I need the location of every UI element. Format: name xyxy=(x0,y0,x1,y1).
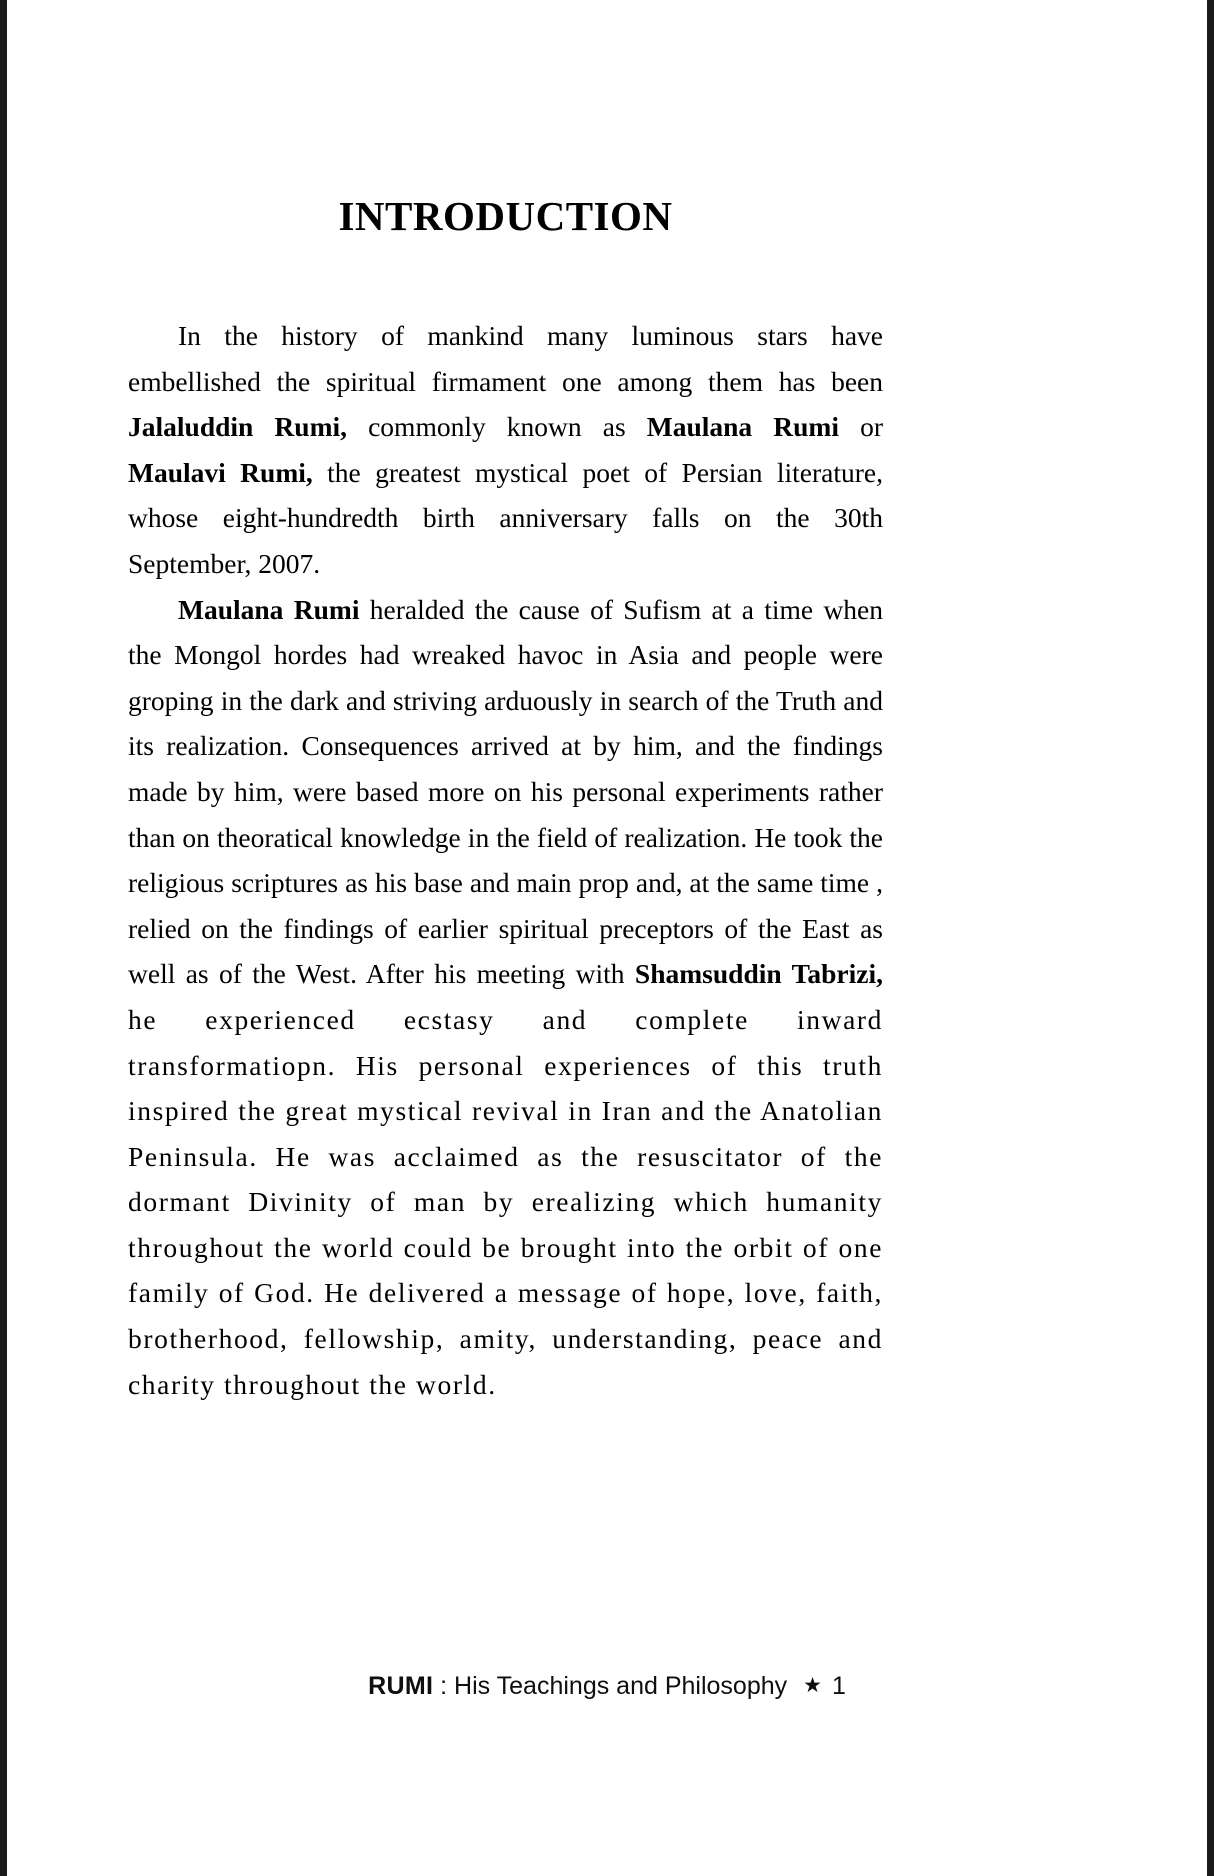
run-bold-shamsuddin-tabrizi: Shamsuddin Tabrizi, xyxy=(634,958,883,990)
run-bold-maulana-rumi: Maulana Rumi xyxy=(646,411,839,443)
footer-page-number: 1 xyxy=(831,1672,846,1700)
paragraph-2 xyxy=(128,587,883,1408)
run-text: the greatest mystical poet of Persian literature, whose eight-hundredth birth anniversary falls on the 30th September, 2007. xyxy=(128,456,884,579)
page-footer xyxy=(0,1672,1214,1701)
footer-subtitle: His Teachings and Philosophy xyxy=(454,1672,788,1700)
run-text: or xyxy=(838,411,883,443)
footer-separator: : xyxy=(433,1672,455,1700)
run-text: he experienced ecstasy and complete inward transformatiopn. His personal experiences of this truth inspired the great mystical revival in Iran and the Anatolian Peninsula. He was acclaimed as the resuscitator of the dormant Divinity of man by erealizing which humanity throughout the world could be brought into the orbit of one family of God. He delivered a message of hope, love, faith, brotherhood, fellowship, amity, understanding, peace and charity throughout the world. xyxy=(128,1003,883,1400)
scan-edge-left xyxy=(0,0,7,1876)
body-text xyxy=(128,237,883,1407)
scan-edge-right xyxy=(1207,0,1214,1876)
star-icon: ★ xyxy=(803,1674,822,1697)
page-title: INTRODUCTION xyxy=(338,193,673,239)
run-text: heralded the cause of Sufism at a time when the Mongol hordes had wreaked havoc in Asia and people were groping in the dark and striving arduously in search of the Truth and its realization. Consequences arrived at by him, and the findings made by him, were based more on his personal experiments rather than on theoratical knowledge in the field of realization. He took the religious scriptures as his base and main prop and, at the same time , relied on the findings of earlier spiritual preceptors of the East as well as of the West. After his meeting with xyxy=(128,593,884,990)
run-bold-jalaluddin-rumi: Jalaluddin Rumi, xyxy=(128,411,348,443)
footer-book-title: RUMI xyxy=(368,1672,434,1700)
run-text: In the history of mankind many luminous stars have embellished the spiritual firmament one among them has been xyxy=(128,320,883,397)
run-bold-maulana-rumi-2: Maulana Rumi xyxy=(178,593,360,625)
run-bold-maulavi-rumi: Maulavi Rumi, xyxy=(128,456,313,488)
page-content xyxy=(128,0,883,1407)
paragraph-1 xyxy=(128,313,883,587)
run-text: commonly known as xyxy=(347,411,647,443)
